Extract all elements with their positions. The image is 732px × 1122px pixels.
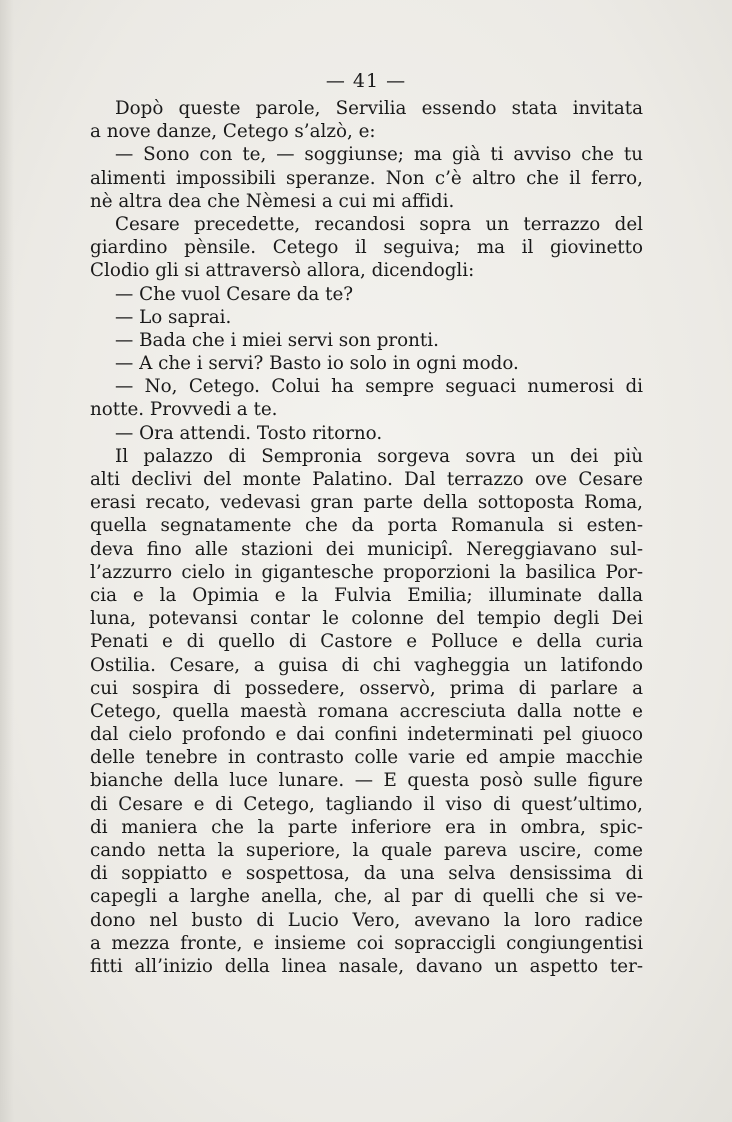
text-line: — Sono con te, — soggiunse; ma già ti avviso che tu — [115, 144, 643, 166]
text-line: nè altra dea che Nèmesi a cui mi affidi. — [90, 190, 455, 212]
text-line: — No, Cetego. Colui ha sempre seguaci numerosi di — [115, 376, 643, 398]
page-number: — 41 — — [325, 70, 407, 92]
text-line: Penati e di quello di Castore e Polluce e della curia — [90, 631, 643, 653]
text-line: giardino pènsile. Cetego il seguiva; ma il giovinetto — [90, 237, 643, 259]
text-line: cia e la Opimia e la Fulvia Emilia; illuminate dalla — [90, 584, 643, 606]
text-line: notte. Provvedi a te. — [90, 399, 278, 421]
text-line: fitti all’inizio della linea nasale, davano un aspetto ter- — [90, 955, 643, 977]
page-gutter-shadow — [0, 0, 14, 1122]
text-line: a nove danze, Cetego s’alzò, e: — [90, 121, 376, 143]
text-line: — Lo saprai. — [115, 306, 232, 328]
text-line: di Cesare e di Cetego, tagliando il viso di quest’ultimo, — [90, 793, 643, 815]
text-line: dono nel busto di Lucio Vero, avevano la loro radice — [90, 909, 643, 931]
text-line: bianche della luce lunare. — E questa posò sulle figure — [90, 770, 643, 792]
text-line: — Ora attendi. Tosto ritorno. — [115, 422, 383, 444]
text-line: — A che i servi? Basto io solo in ogni modo. — [115, 353, 519, 375]
body-text — [90, 97, 643, 978]
text-line: dal cielo profondo e dai confini indeterminati pel giuoco — [90, 724, 643, 746]
text-line: — Bada che i miei servi son pronti. — [115, 329, 439, 351]
text-line: Cesare precedette, recandosi sopra un terrazzo del — [115, 213, 643, 235]
text-line: alti declivi del monte Palatino. Dal terrazzo ove Cesare — [90, 469, 643, 490]
text-line: Cetego, quella maestà romana accresciuta dalla notte e — [90, 700, 643, 722]
text-line: Clodio gli si attraversò allora, dicendogli: — [90, 260, 475, 282]
text-line: cando netta la superiore, la quale pareva uscire, come — [90, 840, 643, 861]
text-line: cui sospira di possedere, osservò, prima di parlare a — [90, 677, 643, 699]
text-line: deva fino alle stazioni dei municipî. Nereggiavano sul- — [90, 538, 643, 560]
text-line: di maniera che la parte inferiore era in ombra, spic- — [90, 816, 643, 838]
text-line: Dopò queste parole, Servilia essendo stata invitata — [115, 98, 643, 119]
text-line: Ostilia. Cesare, a guisa di chi vagheggia un latifondo — [90, 654, 643, 676]
text-line: luna, potevansi contar le colonne del tempio degli Dei — [90, 608, 643, 630]
text-line: erasi recato, vedevasi gran parte della sottoposta Roma, — [90, 492, 643, 514]
text-line: quella segnatamente che da porta Romanula si esten- — [90, 515, 643, 537]
text-line: l’azzurro cielo in gigantesche proporzioni la basilica Por- — [90, 561, 643, 583]
text-line: di soppiatto e sospettosa, da una selva densissima di — [90, 863, 643, 885]
text-line: a mezza fronte, e insieme coi sopraccigli congiungentisi — [90, 932, 643, 954]
text-line: alimenti impossibili speranze. Non c’è altro che il ferro, — [90, 167, 643, 189]
text-line: — Che vuol Cesare da te? — [115, 283, 354, 305]
text-line: delle tenebre in contrasto colle varie ed ampie macchie — [90, 747, 643, 769]
text-line: capegli a larghe anella, che, al par di quelli che si ve- — [90, 886, 643, 908]
text-line: Il palazzo di Sempronia sorgeva sovra un dei più — [115, 445, 643, 467]
